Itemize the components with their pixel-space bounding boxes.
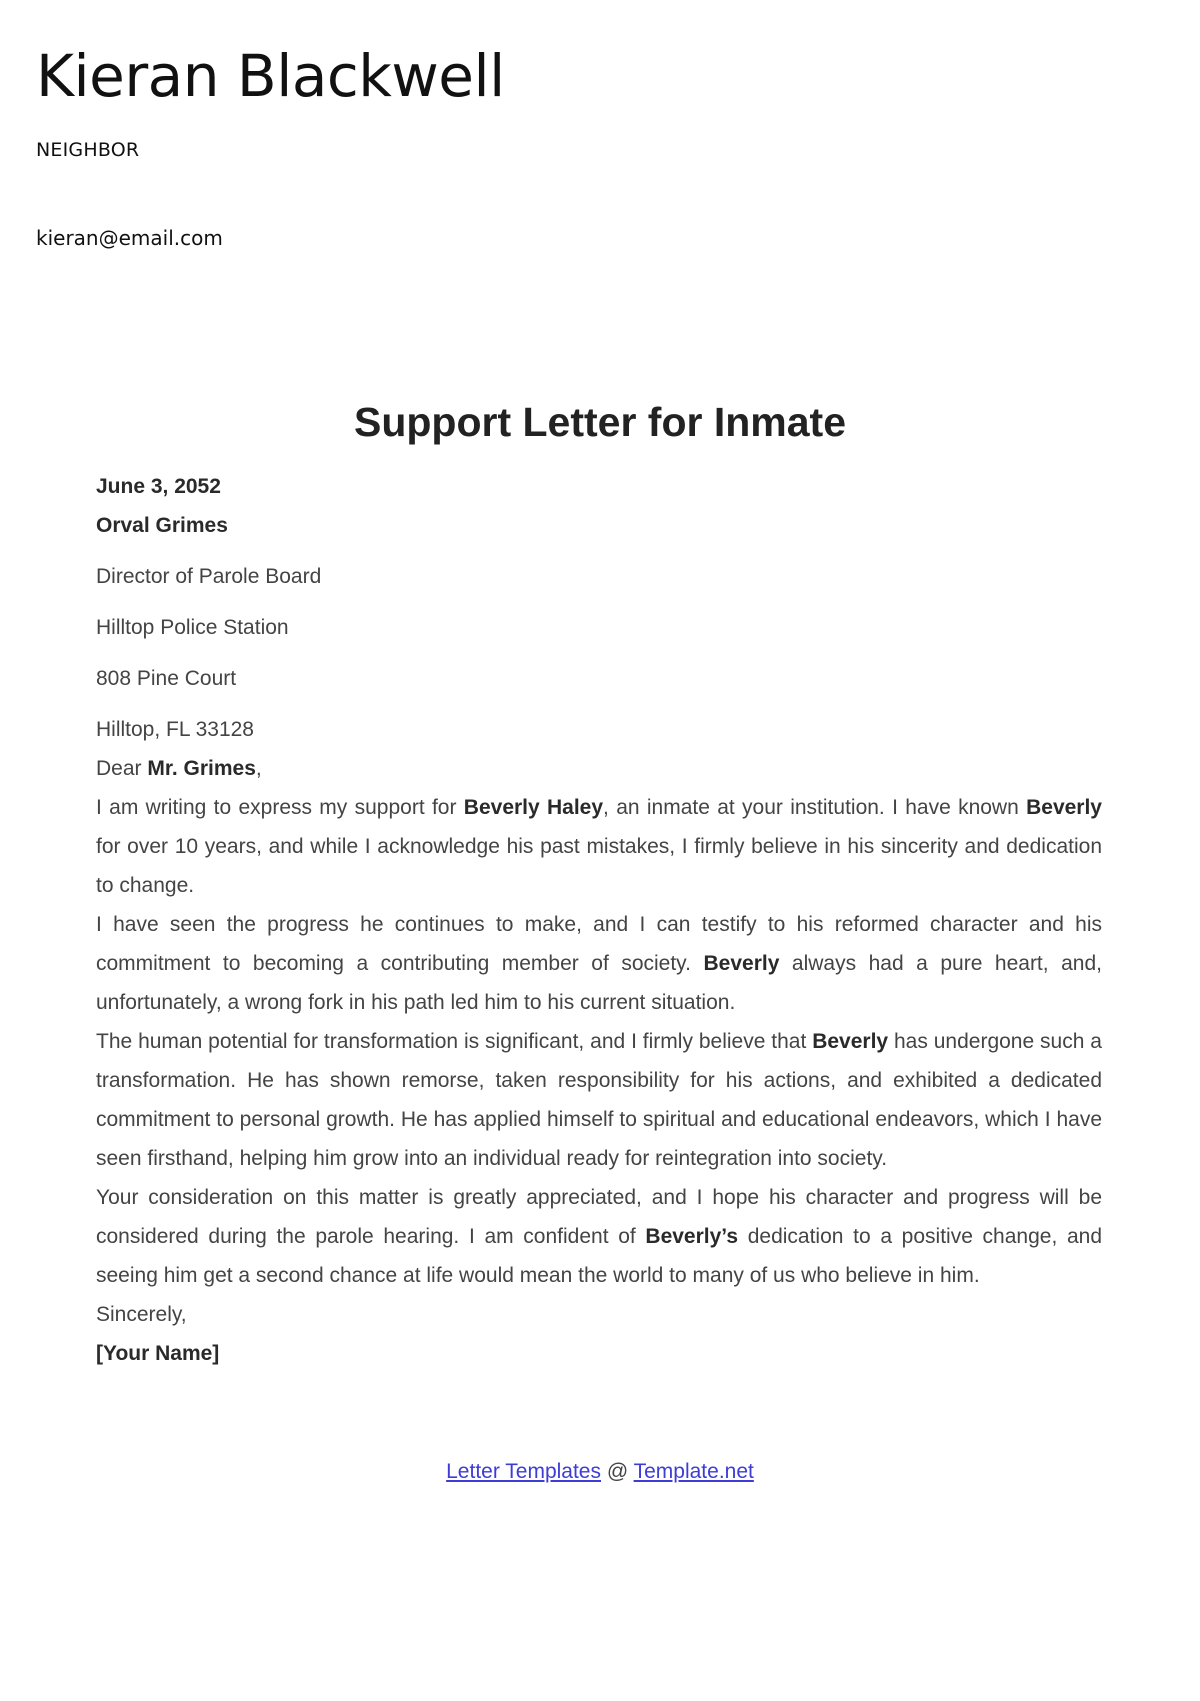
template-net-link[interactable]: Template.net [633, 1460, 754, 1483]
body-paragraph-4 [96, 1178, 1102, 1295]
p4-text-a: Your consideration on this matter is greatly appreciated, and I hope his character and progress will be considered during the parole hearing. I am confident of [96, 1186, 1102, 1248]
footer-attribution [0, 1457, 1200, 1487]
p3-text-c: has undergone such a transformation. He has shown remorse, taken responsibility for his actions, and exhibited a dedicated commitment to personal growth. He has applied himself to spiritual and educational endeavors, which I have seen firsthand, helping him grow into an individual ready for reintegration into society. [96, 1030, 1102, 1170]
p1-text-a: I am writing to express my support for [96, 796, 464, 819]
salutation [96, 749, 1102, 788]
p4-text-c: dedication to a positive change, and seeing him get a second chance at life would mean the world to many of us who believe in him. [96, 1225, 1102, 1287]
body-paragraph-3 [96, 1022, 1102, 1178]
recipient-organization: Hilltop Police Station [96, 616, 289, 639]
p1-bold-name: Beverly Haley [463, 796, 604, 819]
salutation-prefix: Dear [96, 757, 148, 780]
recipient-street: 808 Pine Court [96, 667, 237, 690]
p2-bold-name: Beverly [703, 952, 780, 975]
recipient-city: Hilltop, FL 33128 [96, 718, 254, 741]
p1-text-c: , an inmate at your institution. I have known [603, 796, 1027, 819]
letter-body [96, 467, 1102, 1373]
p1-bold-name-2: Beverly [1026, 796, 1102, 819]
p2-text-c: always had a pure heart, and, unfortunately, a wrong fork in his path led him to his current situation. [96, 952, 1102, 1014]
letter-title: Support Letter for Inmate [353, 399, 847, 445]
sender-role: NEIGHBOR [36, 139, 140, 161]
recipient-position: Director of Parole Board [96, 565, 322, 588]
salutation-suffix: , [255, 757, 262, 780]
footer-separator: @ [601, 1460, 634, 1483]
sender-name: Kieran Blackwell [36, 42, 505, 110]
sender-email: kieran@email.com [36, 226, 223, 250]
recipient-name: Orval Grimes [96, 514, 228, 537]
letter-templates-link[interactable]: Letter Templates [446, 1460, 601, 1483]
p3-bold-name: Beverly [812, 1030, 889, 1053]
p4-bold-name: Beverly’s [645, 1225, 739, 1248]
letter-date: June 3, 2052 [96, 475, 221, 498]
body-paragraph-1 [96, 788, 1102, 905]
p3-text-a: The human potential for transformation is significant, and I firmly believe that [96, 1030, 813, 1053]
salutation-name: Mr. Grimes [147, 757, 256, 780]
closing: Sincerely, [96, 1303, 187, 1326]
p1-text-d: for over 10 years, and while I acknowledge his past mistakes, I firmly believe in his sincerity and dedication to change. [96, 835, 1102, 897]
signature: [Your Name] [96, 1342, 220, 1365]
p2-text-a: I have seen the progress he continues to make, and I can testify to his reformed character and his commitment to becoming a contributing member of society. [96, 913, 1102, 975]
body-paragraph-2 [96, 905, 1102, 1022]
